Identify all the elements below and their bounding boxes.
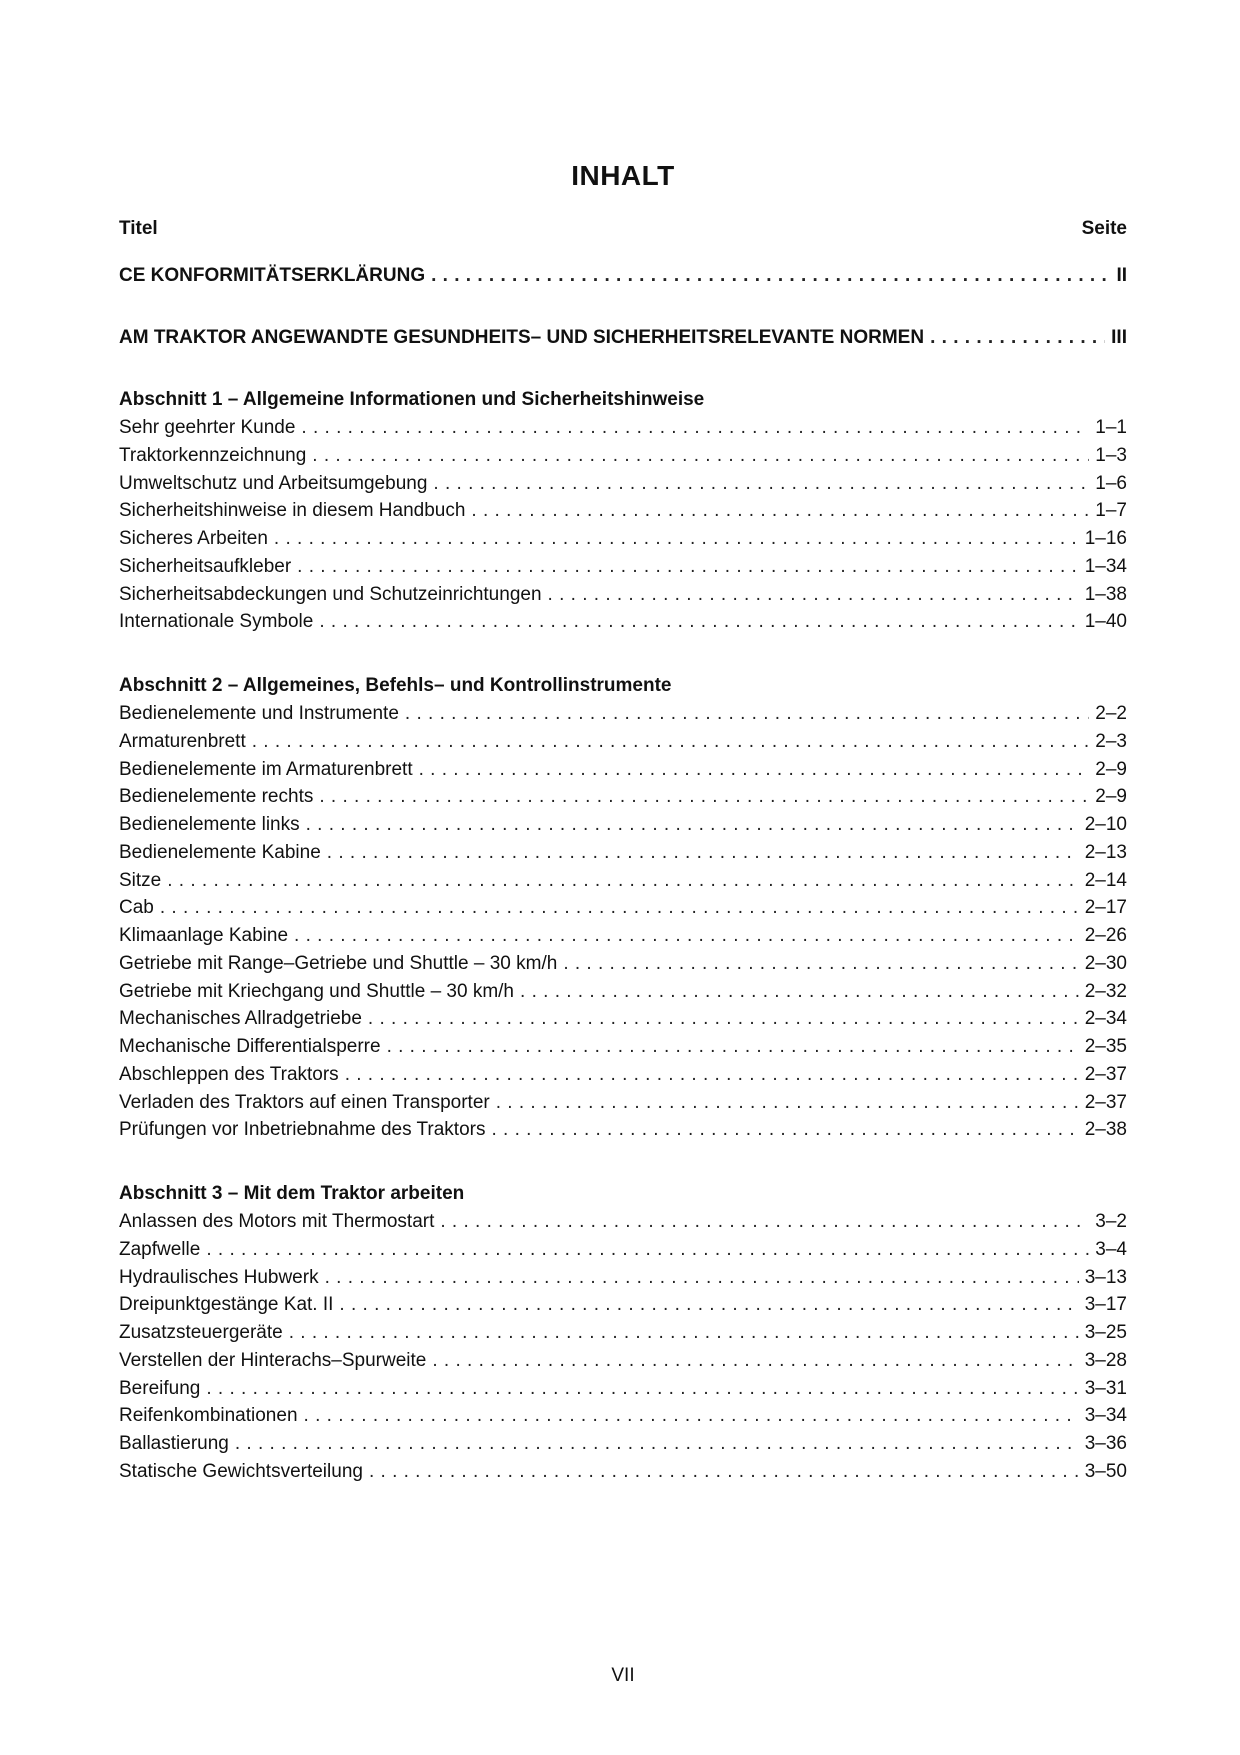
toc-entry[interactable] (119, 1236, 1127, 1264)
toc-entry-page: 2–13 (1084, 841, 1127, 863)
toc-entry[interactable] (119, 1291, 1127, 1319)
toc-entry-label: Sitze (119, 869, 162, 891)
toc-entry-page: 2–37 (1084, 1063, 1127, 1085)
toc-entry[interactable] (119, 1089, 1127, 1117)
toc-entry-label: Getriebe mit Range–Getriebe und Shuttle – 30 km/h (119, 952, 558, 974)
toc-entry-page: 3–31 (1084, 1377, 1127, 1399)
dot-leader (930, 324, 1105, 352)
dot-leader (301, 414, 1089, 442)
toc-entry-label: Reifenkombinationen (119, 1405, 298, 1427)
toc-entry[interactable] (119, 1375, 1127, 1403)
toc-entry-page: 1–38 (1084, 583, 1127, 605)
toc-entry-page: 2–9 (1095, 786, 1127, 808)
toc-entry[interactable] (119, 1319, 1127, 1347)
dot-leader (252, 728, 1090, 756)
toc-entry-label: Sehr geehrter Kunde (119, 417, 296, 438)
toc-entry-page: 1–1 (1095, 417, 1127, 438)
dot-leader (496, 1089, 1079, 1117)
toc-entry[interactable] (119, 728, 1127, 756)
toc-entry-page: 2–14 (1084, 869, 1127, 891)
dot-leader (325, 1264, 1079, 1292)
column-header-page: Seite (1081, 218, 1127, 239)
toc-entry-page: 2–38 (1084, 1119, 1127, 1141)
page-title: INHALT (571, 160, 675, 191)
dot-leader (339, 1291, 1078, 1319)
dot-leader (548, 581, 1079, 609)
toc-entry-label: Dreipunktgestänge Kat. II (119, 1294, 334, 1316)
toc-entry[interactable] (119, 1033, 1127, 1061)
toc-entry[interactable] (119, 700, 1127, 728)
dot-leader (235, 1430, 1079, 1458)
toc-entry[interactable] (119, 950, 1127, 978)
toc-entry-label: Umweltschutz und Arbeitsumgebung (119, 472, 428, 494)
section-heading-3: Abschnitt 3 – Mit dem Traktor arbeiten (119, 1183, 465, 1204)
toc-entry-page: 1–7 (1095, 500, 1127, 522)
toc-entry[interactable] (119, 553, 1127, 581)
toc-entry[interactable] (119, 414, 1127, 442)
dot-leader (160, 894, 1079, 922)
dot-leader (563, 950, 1078, 978)
toc-entry-label: Traktorkennzeichnung (119, 444, 307, 466)
toc-entry-label: Anlassen des Motors mit Thermostart (119, 1211, 435, 1232)
toc-entry-label: Sicherheitshinweise in diesem Handbuch (119, 500, 466, 522)
toc-entry[interactable] (119, 756, 1127, 784)
toc-entry-label: Sicherheitsaufkleber (119, 555, 292, 577)
toc-entry-label: Sicherheitsabdeckungen und Schutzeinrichtungen (119, 583, 542, 605)
toc-entry-page: 3–4 (1095, 1238, 1127, 1260)
dot-leader (289, 1319, 1079, 1347)
toc-entry[interactable] (119, 1458, 1127, 1486)
toc-entry-label: Zusatzsteuergeräte (119, 1322, 283, 1343)
toc-entry-page: 2–34 (1084, 1008, 1127, 1030)
toc-entry-label: Bedienelemente Kabine (119, 841, 321, 863)
toc-entry-page: 2–3 (1095, 730, 1127, 752)
column-header (119, 218, 1127, 240)
toc-entry-label: Bedienelemente und Instrumente (119, 703, 399, 724)
toc-entry[interactable] (119, 978, 1127, 1006)
dot-leader (405, 700, 1089, 728)
toc-entry-label: Internationale Symbole (119, 611, 314, 633)
toc-entry-normen[interactable] (119, 324, 1127, 352)
toc-entry-label: Verstellen der Hinterachs–Spurweite (119, 1349, 427, 1371)
toc-entry-page: 2–26 (1084, 925, 1127, 946)
document-page (119, 0, 1127, 1755)
toc-entry-label: Bedienelemente rechts (119, 786, 314, 808)
dot-leader (319, 608, 1078, 636)
toc-entry[interactable] (119, 1264, 1127, 1292)
toc-entry-label: Bedienelemente im Armaturenbrett (119, 758, 413, 780)
dot-leader (206, 1375, 1078, 1403)
dot-leader (387, 1033, 1079, 1061)
toc-entry-page: 3–36 (1084, 1433, 1127, 1454)
toc-entry[interactable] (119, 1005, 1127, 1033)
toc-entry-label: AM TRAKTOR ANGEWANDTE GESUNDHEITS– UND SICHERHEITSRELEVANTE NORMEN (119, 327, 925, 348)
toc-entry-page: 3–34 (1084, 1405, 1127, 1427)
toc-entry-label: Zapfwelle (119, 1238, 201, 1260)
toc-entry-label: Abschleppen des Traktors (119, 1063, 339, 1085)
toc-entry-page: 1–34 (1084, 555, 1127, 577)
toc-entry[interactable] (119, 1061, 1127, 1089)
dot-leader (433, 470, 1089, 498)
dot-leader (312, 442, 1089, 470)
section-heading-1: Abschnitt 1 – Allgemeine Informationen und Sicherheitshinweise (119, 389, 705, 410)
toc-entry-label: Klimaanlage Kabine (119, 925, 289, 946)
toc-entry[interactable] (119, 839, 1127, 867)
toc-entry-page: 1–16 (1084, 528, 1127, 549)
toc-entry[interactable] (119, 1208, 1127, 1236)
toc-entry-page: 1–3 (1095, 444, 1127, 466)
dot-leader (431, 262, 1110, 290)
dot-leader (306, 811, 1079, 839)
dot-leader (304, 1402, 1079, 1430)
toc-entry-label: Bedienelemente links (119, 814, 300, 835)
toc-entry-page: 2–17 (1084, 897, 1127, 919)
toc-entry[interactable] (119, 783, 1127, 811)
dot-leader (345, 1061, 1079, 1089)
toc-entry-page: II (1116, 265, 1127, 286)
toc-entry-label: Hydraulisches Hubwerk (119, 1266, 319, 1288)
dot-leader (419, 756, 1090, 784)
toc-entry-label: Cab (119, 897, 154, 919)
toc-entry[interactable] (119, 1347, 1127, 1375)
toc-entry-label: Prüfungen vor Inbetriebnahme des Traktors (119, 1119, 486, 1141)
toc-entry[interactable] (119, 811, 1127, 839)
toc-entry[interactable] (119, 497, 1127, 525)
toc-entry-page: 1–40 (1084, 611, 1127, 633)
dot-leader (206, 1236, 1089, 1264)
toc-entry-label: Getriebe mit Kriechgang und Shuttle – 30 km/h (119, 980, 515, 1002)
dot-leader (369, 1458, 1079, 1486)
toc-entry-page: 3–2 (1095, 1211, 1127, 1232)
dot-leader (294, 922, 1079, 950)
toc-entry-page: 2–10 (1084, 814, 1127, 835)
toc-entry-page: 3–25 (1084, 1322, 1127, 1343)
toc-entry[interactable] (119, 470, 1127, 498)
toc-entry-label: Armaturenbrett (119, 730, 246, 752)
toc-entry[interactable] (119, 894, 1127, 922)
toc-entry-page: 3–13 (1084, 1266, 1127, 1288)
toc-entry[interactable] (119, 1116, 1127, 1144)
toc-entry-page: 2–30 (1084, 952, 1127, 974)
dot-leader (471, 497, 1089, 525)
toc-entry-label: Mechanisches Allradgetriebe (119, 1008, 362, 1030)
dot-leader (297, 553, 1079, 581)
dot-leader (167, 867, 1078, 895)
toc-entry[interactable] (119, 608, 1127, 636)
toc-entry[interactable] (119, 867, 1127, 895)
toc-entry[interactable] (119, 525, 1127, 553)
dot-leader (520, 978, 1079, 1006)
toc-entry-label: Ballastierung (119, 1433, 229, 1454)
toc-entry[interactable] (119, 1430, 1127, 1458)
toc-entry-page: 2–37 (1084, 1091, 1127, 1113)
toc-entry[interactable] (119, 1402, 1127, 1430)
toc-entry-label: Bereifung (119, 1377, 201, 1399)
toc-entry-label: Verladen des Traktors auf einen Transporter (119, 1091, 490, 1113)
toc-entry-label: Statische Gewichtsverteilung (119, 1460, 363, 1482)
toc-entry-page: 3–17 (1084, 1294, 1127, 1316)
dot-leader (319, 783, 1089, 811)
dot-leader (327, 839, 1079, 867)
toc-entry-page: 2–32 (1084, 980, 1127, 1002)
toc-entry-label: CE KONFORMITÄTSERKLÄRUNG (119, 265, 426, 286)
toc-entry-page: 3–50 (1084, 1460, 1127, 1482)
toc-entry-label: Sicheres Arbeiten (119, 528, 268, 549)
toc-entry-page: 2–9 (1095, 758, 1127, 780)
toc-entry[interactable] (119, 581, 1127, 609)
toc-entry[interactable] (119, 922, 1127, 950)
section-heading-2: Abschnitt 2 – Allgemeines, Befehls– und Kontrollinstrumente (119, 675, 672, 696)
page-number: VII (611, 1665, 635, 1686)
toc-entry-page: 3–28 (1084, 1349, 1127, 1371)
column-header-title: Titel (119, 218, 158, 239)
toc-entry[interactable] (119, 442, 1127, 470)
dot-leader (274, 525, 1079, 553)
toc-entry-label: Mechanische Differentialsperre (119, 1036, 381, 1057)
dot-leader (491, 1116, 1078, 1144)
toc-entry-page: 2–35 (1084, 1036, 1127, 1057)
toc-entry-page: 1–6 (1095, 472, 1127, 494)
dot-leader (432, 1347, 1078, 1375)
toc-entry-page: III (1111, 327, 1127, 348)
dot-leader (368, 1005, 1079, 1033)
toc-entry-ce[interactable] (119, 262, 1127, 290)
toc-entry-page: 2–2 (1095, 703, 1127, 724)
dot-leader (440, 1208, 1089, 1236)
